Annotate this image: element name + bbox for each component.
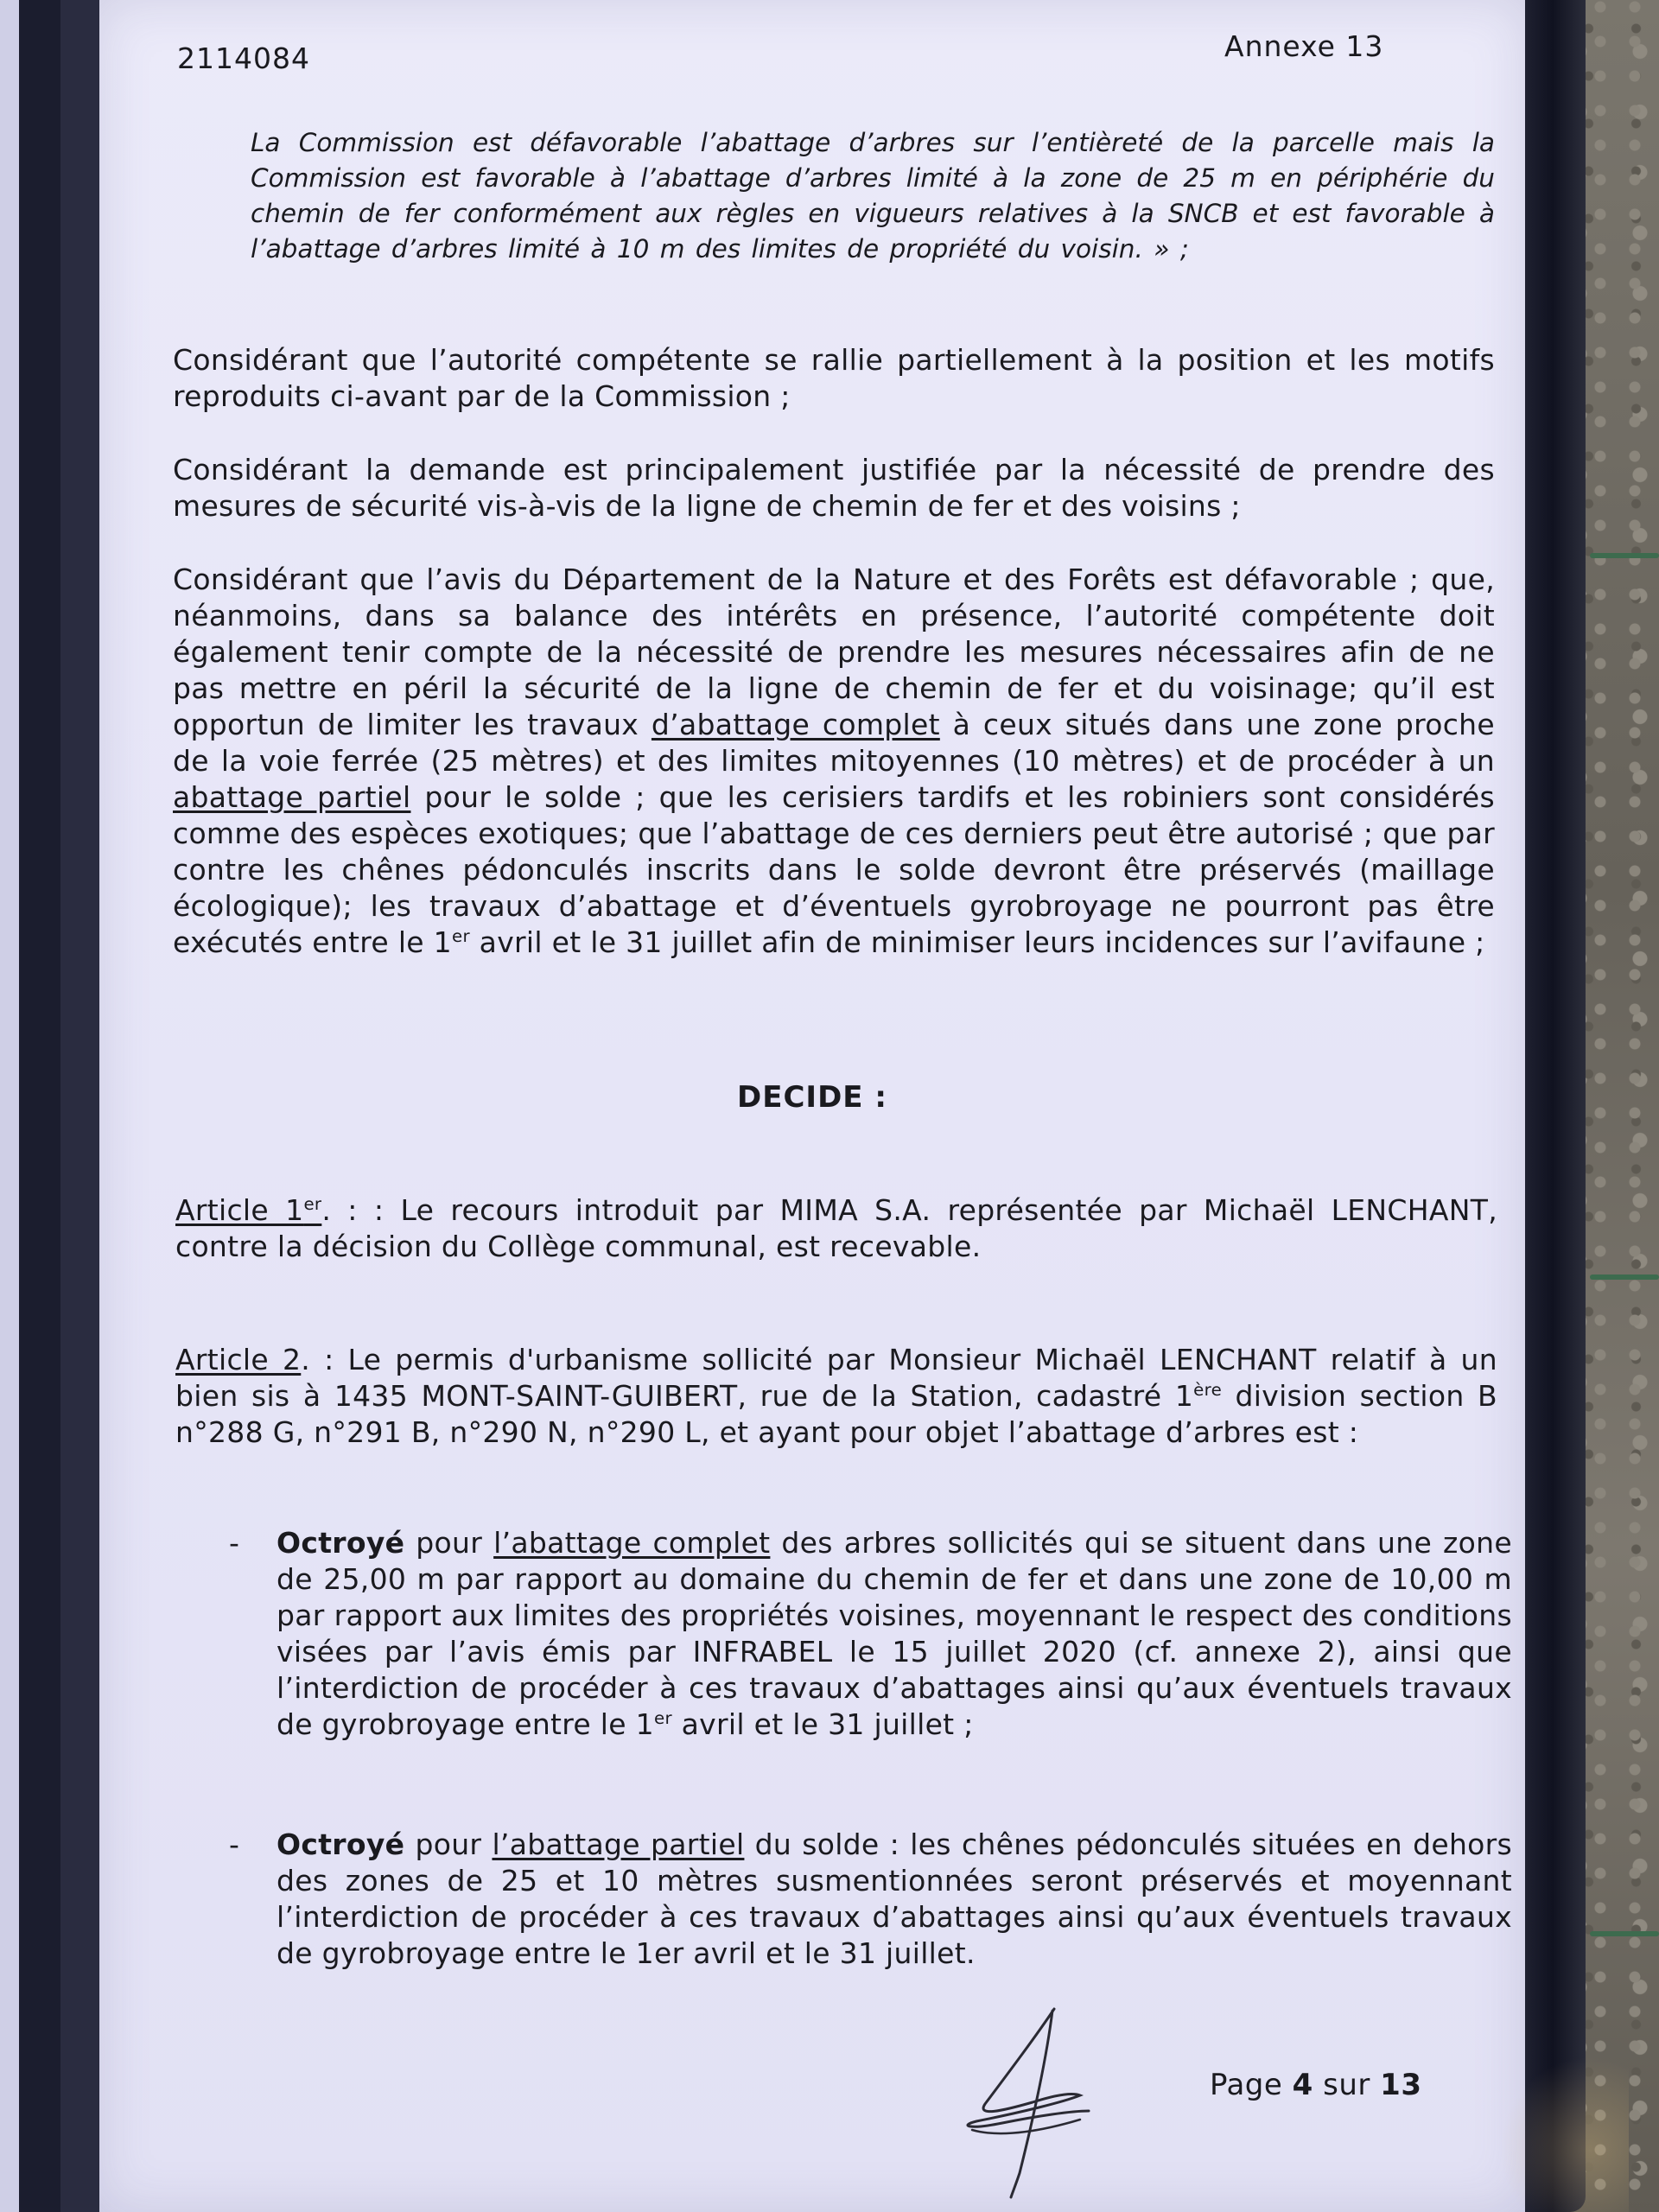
- bullet-text: du solde : les chênes pédonculés situées en dehors des zones de 25 et 10 mètres susmentionnées seront préservés et moyennant l’interdiction de procéder à ces travaux d’abattages ainsi qu’aux éventuels travaux de gyrobroyage entre le 1er avril et le 31 juillet.: [276, 1827, 1513, 1970]
- considerant-2: Considérant la demande est principalement justifiée par la nécessité de prendre des mesures de sécurité vis-à-vis de la ligne de chemin de fer et des voisins ;: [173, 453, 1495, 523]
- fence-wire: [1590, 1931, 1659, 1936]
- considerant-3-underline-partiel: abattage partiel: [173, 780, 411, 814]
- article-2-text: . : Le permis d'urbanisme sollicité par Monsieur Michaël LENCHANT relatif à un bien sis à 1435 MONT-SAINT-GUIBERT, rue de la Station, cadastré 1: [175, 1343, 1497, 1413]
- considerant-3-text: à ceux situés dans une zone proche de la voie ferrée (25 mètres) et des limites mitoyennes (10 mètres) et de procéder à un: [173, 708, 1496, 778]
- article-1-label-text: Article 1: [175, 1193, 304, 1227]
- fence-wire: [1590, 1274, 1659, 1280]
- bullet-abattage-complet: [229, 1525, 1512, 1743]
- article-2: [175, 1342, 1497, 1451]
- page-prefix: Page: [1210, 2068, 1293, 2102]
- considerant-3: [173, 562, 1495, 961]
- document-id: 2114084: [177, 41, 310, 75]
- considerant-1: Considérant que l’autorité compétente se rallie partiellement à la position et les motifs reproduits ci-avant par de la Commission ;: [173, 343, 1495, 413]
- considerant-3-sup: er: [451, 926, 470, 946]
- bullet-underline: l’abattage partiel: [492, 1827, 745, 1861]
- article-2-sup: ère: [1193, 1380, 1223, 1400]
- page-total: 13: [1380, 2068, 1422, 2102]
- bullet-dash: -: [229, 1526, 240, 1560]
- article-1: [175, 1192, 1497, 1265]
- bullet-text: avril et le 31 juillet ;: [671, 1707, 974, 1741]
- considerant-3-underline-complet: d’abattage complet: [651, 708, 940, 741]
- board-frame-left: [0, 0, 104, 2212]
- article-1-label-sup: er: [303, 1194, 322, 1214]
- article-2-text: division section B n°288 G, n°291 B, n°290 N, n°290 L, et ayant pour objet l’abattage d’arbres est :: [175, 1379, 1497, 1449]
- bullet-text: des arbres sollicités qui se situent dans une zone de 25,00 m par rapport au domaine du chemin de fer et dans une zone de 10,00 m par rapport aux limites des propriétés voisines, moyennant le respect des conditions visées par l’avis émis par INFRABEL le 15 juillet 2020 (cf. annexe 2), ainsi que l’interdiction de procéder à ces travaux d’abattages ainsi qu’aux éventuels travaux de gyrobroyage entre le 1: [276, 1526, 1512, 1741]
- document-page: [99, 0, 1525, 2212]
- bullet-text: pour: [404, 1526, 494, 1560]
- decide-heading: DECIDE :: [737, 1080, 887, 1115]
- bullet-abattage-partiel: [229, 1827, 1513, 1972]
- page-number: [1210, 2068, 1421, 2102]
- bullet-text: pour: [404, 1827, 493, 1861]
- page-mid: sur: [1313, 2068, 1381, 2102]
- bullet-underline: l’abattage complet: [493, 1526, 771, 1560]
- fence-wire: [1590, 553, 1659, 558]
- annexe-label: Annexe 13: [1224, 29, 1384, 63]
- bullet-bold: Octroyé: [276, 1526, 405, 1560]
- handwritten-signature: [950, 2000, 1097, 2199]
- bullet-sup: er: [653, 1708, 672, 1728]
- commission-quote: La Commission est défavorable l’abattage d’arbres sur l’entièreté de la parcelle mais la Commission est favorable à l’abattage d’arbres limité à la zone de 25 m en périphérie du chemin de fer conformément aux règles en vigueurs relatives à la SNCB et est favorable à l’abattage d’arbres limité à 10 m des limites de propriété du voisin. » ;: [251, 128, 1495, 264]
- considerant-3-text: Considérant que l’avis du Département de la Nature et des Forêts est défavorable ; que, néanmoins, dans sa balance des intérêts en présence, l’autorité compétente doit également tenir compte de la nécessité de prendre les mesures nécessaires afin de ne pas mettre en péril la sécurité de la ligne de chemin de fer et du voisinage; qu’il est opportun de limiter les travaux: [173, 563, 1495, 741]
- bullet-bold: Octroyé: [276, 1827, 405, 1861]
- page-current: 4: [1292, 2068, 1313, 2102]
- considerant-3-text: avril et le 31 juillet afin de minimiser leurs incidences sur l’avifaune ;: [469, 925, 1485, 959]
- article-1-label: [175, 1193, 321, 1227]
- article-2-label: Article 2: [175, 1343, 302, 1376]
- considerant-3-text: pour le solde ; que les cerisiers tardifs et les robiniers sont considérés comme des espèces exotiques; que l’abattage de ces derniers peut être autorisé ; que par contre les chênes pédonculés inscrits dans le solde devront être préservés (maillage écologique); les travaux d’abattage et d’éventuels gyrobroyage ne pourront pas être exécutés entre le 1: [173, 780, 1495, 959]
- bullet-dash: -: [229, 1827, 240, 1861]
- article-1-text: . : : Le recours introduit par MIMA S.A. représentée par Michaël LENCHANT, contre la décision du Collège communal, est recevable.: [175, 1193, 1497, 1263]
- paper-stain: [1499, 2056, 1629, 2212]
